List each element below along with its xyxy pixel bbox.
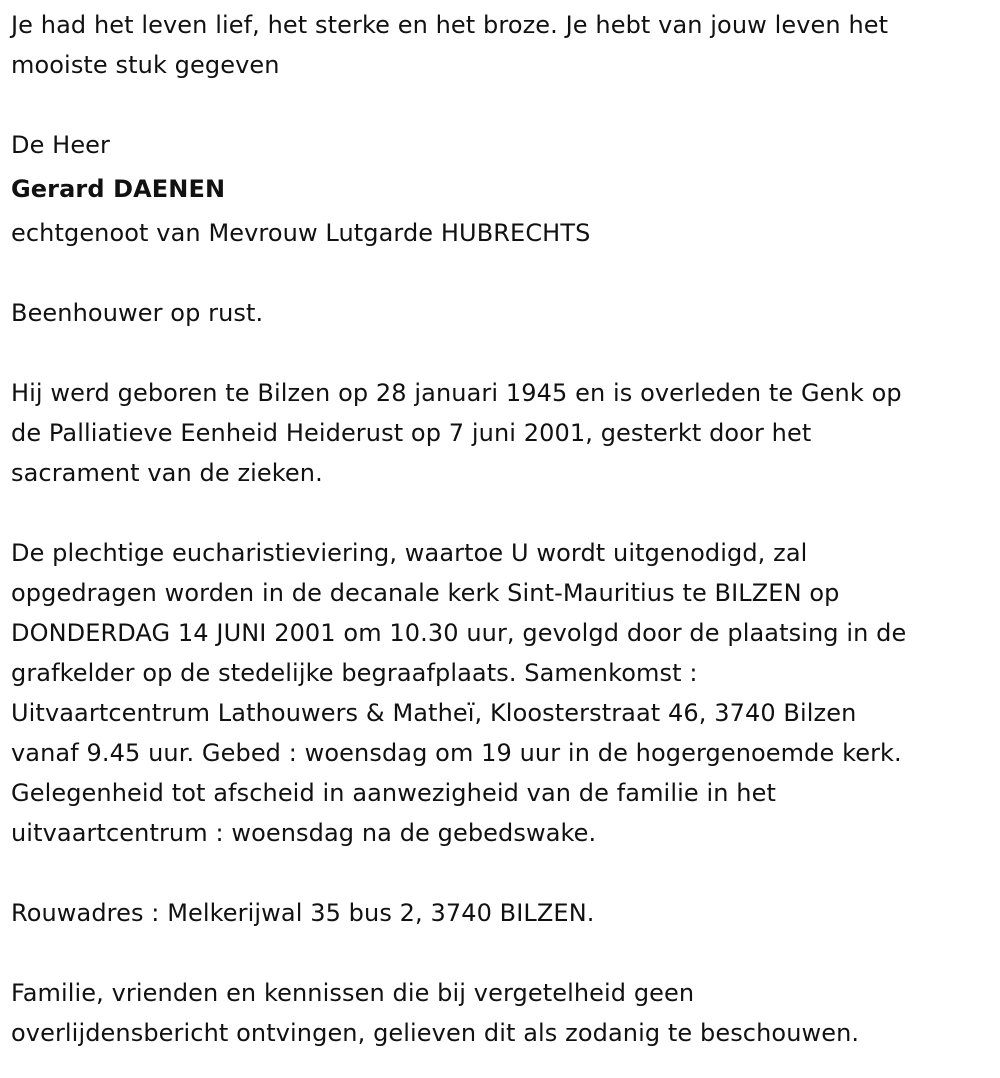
paragraph-spacer [11, 493, 990, 533]
ceremony-line: vanaf 9.45 uur. Gebed : woensdag om 19 uur in de hogergenoemde kerk. [11, 739, 902, 767]
ceremony-line: opgedragen worden in de decanale kerk Sint-Mauritius te BILZEN op [11, 579, 840, 607]
salutation: De Heer [11, 131, 111, 159]
address-paragraph [11, 893, 990, 933]
ceremony-line: Gelegenheid tot afscheid in aanwezigheid van de familie in het [11, 779, 776, 807]
ceremony-line: Uitvaartcentrum Lathouwers & Matheï, Kloosterstraat 46, 3740 Bilzen [11, 699, 857, 727]
closing-line: Familie, vrienden en kennissen die bij vergetelheid geen [11, 979, 695, 1007]
paragraph-spacer [11, 853, 990, 893]
mourning-address: Rouwadres : Melkerijwal 35 bus 2, 3740 BILZEN. [11, 899, 595, 927]
birth-death-paragraph [11, 373, 990, 493]
quote-paragraph [11, 5, 990, 85]
profession-line: Beenhouwer op rust. [11, 299, 264, 327]
name-block [11, 125, 990, 253]
ceremony-line: DONDERDAG 14 JUNI 2001 om 10.30 uur, gevolgd door de plaatsing in de [11, 619, 907, 647]
ceremony-line: De plechtige eucharistieviering, waartoe U wordt uitgenodigd, zal [11, 539, 808, 567]
paragraph-spacer [11, 253, 990, 293]
obituary-notice [11, 5, 990, 1053]
paragraph-spacer [11, 85, 990, 125]
paragraph-spacer [11, 933, 990, 973]
profession-paragraph [11, 293, 990, 333]
ceremony-line: uitvaartcentrum : woensdag na de gebedswake. [11, 819, 597, 847]
ceremony-line: grafkelder op de stedelijke begraafplaats. Samenkomst : [11, 659, 698, 687]
spouse-line: echtgenoot van Mevrouw Lutgarde HUBRECHTS [11, 219, 591, 247]
birth-death-line: de Palliatieve Eenheid Heiderust op 7 juni 2001, gesterkt door het [11, 419, 812, 447]
birth-death-line: Hij werd geboren te Bilzen op 28 januari 1945 en is overleden te Genk op [11, 379, 902, 407]
deceased-name: Gerard DAENEN [11, 175, 226, 203]
closing-line: overlijdensbericht ontvingen, gelieven dit als zodanig te beschouwen. [11, 1019, 860, 1047]
ceremony-paragraph [11, 533, 990, 853]
quote-line: Je had het leven lief, het sterke en het broze. Je hebt van jouw leven het [11, 11, 889, 39]
closing-paragraph [11, 973, 990, 1053]
paragraph-spacer [11, 333, 990, 373]
quote-line: mooiste stuk gegeven [11, 51, 280, 79]
birth-death-line: sacrament van de zieken. [11, 459, 323, 487]
